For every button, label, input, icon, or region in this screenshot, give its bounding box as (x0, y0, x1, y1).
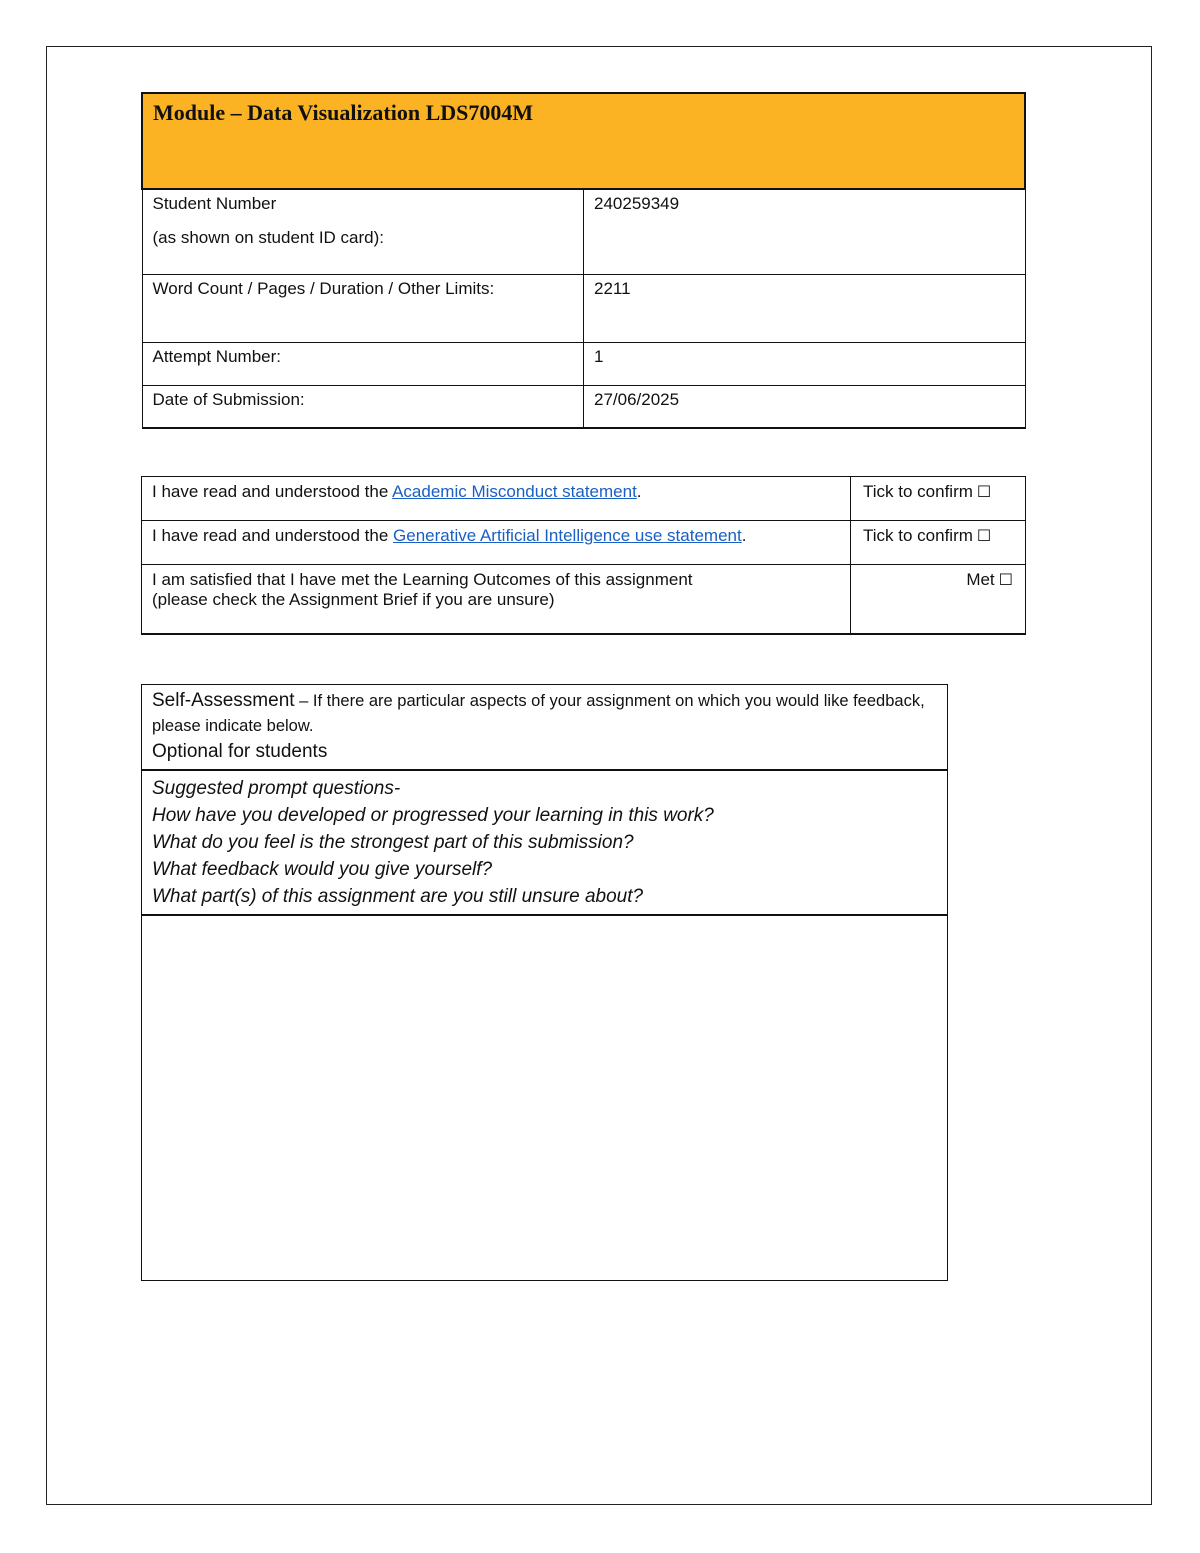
ai-suffix: . (741, 526, 747, 545)
confirmation-table (141, 476, 1026, 635)
learning-outcomes-line2: (please check the Assignment Brief if you are unsure) (152, 590, 555, 609)
misconduct-row (142, 477, 1026, 521)
tick-to-confirm-label: Tick to confirm (863, 526, 973, 545)
module-header-row (142, 93, 1025, 189)
self-assessment-dash: – (294, 692, 313, 710)
prompt-question: What do you feel is the strongest part of this submission? (152, 831, 634, 853)
misconduct-tick-cell (851, 477, 1026, 521)
word-count-label: Word Count / Pages / Duration / Other Limits: (142, 274, 584, 342)
misconduct-prefix: I have read and understood the (152, 482, 393, 501)
misconduct-statement (142, 477, 851, 521)
misconduct-checkbox[interactable]: ☐ (976, 482, 992, 501)
optional-for-students: Optional for students (152, 741, 328, 762)
attempt-number-row (142, 342, 1025, 385)
self-assessment-response[interactable] (142, 915, 948, 1281)
generative-ai-link[interactable]: Generative Artificial Intelligence use statement (393, 526, 742, 545)
ai-tick-cell (851, 521, 1026, 565)
student-number-row (142, 189, 1025, 274)
word-count-row (142, 274, 1025, 342)
student-number-value[interactable]: 240259349 (584, 189, 1026, 274)
submission-date-label: Date of Submission: (142, 385, 584, 428)
self-assessment-header (142, 685, 948, 770)
submission-date-value[interactable]: 27/06/2025 (584, 385, 1026, 428)
learning-outcomes-row (142, 565, 1026, 634)
attempt-number-label: Attempt Number: (142, 342, 584, 385)
prompt-heading: Suggested prompt questions- (152, 777, 401, 799)
student-number-sublabel: (as shown on student ID card): (152, 228, 385, 247)
module-details-table (141, 92, 1026, 429)
submission-date-row (142, 385, 1025, 428)
academic-misconduct-link[interactable]: Academic Misconduct statement (392, 482, 637, 501)
student-number-label-cell (142, 189, 584, 274)
prompt-questions (142, 770, 948, 915)
self-assessment-title: Self-Assessment (152, 690, 295, 711)
module-title: Module – Data Visualization LDS7004M (142, 93, 1025, 189)
ai-statement-row (142, 521, 1026, 565)
prompt-question: How have you developed or progressed your learning in this work? (152, 804, 714, 826)
attempt-number-value[interactable]: 1 (584, 342, 1026, 385)
self-assessment-response-row (142, 915, 948, 1281)
ai-prefix: I have read and understood the (152, 526, 394, 545)
tick-to-confirm-label: Tick to confirm (863, 482, 973, 501)
misconduct-suffix: . (636, 482, 642, 501)
self-assessment-description: If there are particular aspects of your assignment on which you would like feedback, please indicate below. (152, 692, 925, 735)
self-assessment-table (141, 684, 948, 1281)
self-assessment-header-row (142, 685, 948, 770)
met-cell (851, 565, 1026, 634)
ai-statement (142, 521, 851, 565)
student-number-label: Student Number (152, 194, 277, 213)
met-label: Met (966, 570, 995, 589)
ai-checkbox[interactable]: ☐ (976, 526, 992, 545)
met-checkbox[interactable]: ☐ (998, 570, 1013, 589)
prompt-questions-row (142, 770, 948, 915)
learning-outcomes-line1: I am satisfied that I have met the Learning Outcomes of this assignment (152, 570, 693, 589)
word-count-value[interactable]: 2211 (584, 274, 1026, 342)
prompt-question: What part(s) of this assignment are you still unsure about? (152, 885, 644, 907)
learning-outcomes-statement (142, 565, 851, 634)
prompt-question: What feedback would you give yourself? (152, 858, 493, 880)
